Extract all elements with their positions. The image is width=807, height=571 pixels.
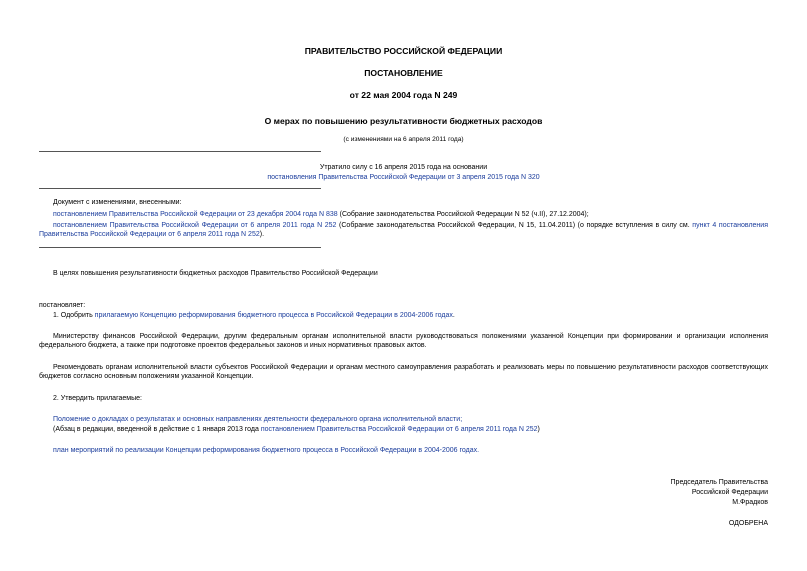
- approved-label: ОДОБРЕНА: [728, 520, 768, 527]
- paragraph-1-suffix: .: [452, 312, 455, 319]
- amendment-item-2: [39, 222, 768, 240]
- paragraph-minfin: Министерству финансов Российской Федерации, другим федеральным органам исполнительной власти руководствоваться положениями указанной Концепции при формировании и организации исполнения федерального бюджета, а также при подготовке проектов федеральных законов и иных нормативных правовых актов.: [39, 333, 768, 349]
- amendment-link-2[interactable]: постановлением Правительства Российской Федерации от 6 апреля 2011 года N 252: [53, 222, 337, 229]
- paragraph-2-item-1: [53, 416, 462, 425]
- amendment-tail-2: ).: [259, 230, 265, 238]
- paragraph-2-item-1-suffix: ;: [460, 416, 463, 423]
- decides-word: постановляет:: [39, 302, 86, 309]
- signatory-name: М.Фрадков: [732, 499, 768, 506]
- amendment-item-1: [53, 211, 589, 220]
- paragraph-2-item-2: [53, 447, 479, 456]
- paragraph-recommend: Рекомендовать органам исполнительной власти субъектов Российской Федерации и органам местного самоуправления разработать и реализовать меры по повышению результативности расходов соответствующих бюджетов согласно основным положениям указанной Концепции.: [39, 364, 768, 380]
- amendment-link-2-point4[interactable]: пункт 4 постановления Правительства Российской Федерации от 6 апреля 2011 года N 252: [39, 222, 768, 238]
- document-title: О мерах по повышению результативности бюджетных расходов: [264, 116, 543, 126]
- changes-note: (с изменениями на 6 апреля 2011 года): [343, 136, 464, 143]
- amendment-source-1: (Собрание законодательства Российской Федерации N 52 (ч.II), 27.12.2004);: [337, 211, 589, 218]
- separator-line: [39, 151, 321, 152]
- paragraph-2-item-2-suffix: .: [477, 447, 480, 454]
- document-type: ПОСТАНОВЛЕНИЕ: [364, 68, 443, 78]
- repeal-link[interactable]: постановления Правительства Российской Федерации от 3 апреля 2015 года N 320: [267, 174, 540, 181]
- preamble: В целях повышения результативности бюджетных расходов Правительство Российской Федерации: [53, 270, 378, 277]
- note-suffix: ): [537, 426, 540, 433]
- separator-line: [39, 247, 321, 248]
- paragraph-1-prefix: 1. Одобрить: [53, 312, 95, 319]
- signatory-position-2: Российской Федерации: [691, 489, 768, 496]
- note-link[interactable]: постановлением Правительства Российской Федерации от 6 апреля 2011 года N 252: [260, 426, 538, 433]
- paragraph-2-item-1-note: [53, 426, 540, 435]
- separator-line: [39, 188, 321, 189]
- note-prefix: (Абзац в редакции, введенной в действие с 1 января 2013 года: [53, 426, 261, 433]
- paragraph-2: 2. Утвердить прилагаемые:: [53, 395, 142, 402]
- amendment-link-1[interactable]: постановлением Правительства Российской Федерации от 23 декабря 2004 года N 838: [53, 211, 338, 218]
- action-plan-link[interactable]: план мероприятий по реализации Концепции реформирования бюджетного процесса в Российской Федерации в 2004-2006 годах: [53, 447, 478, 454]
- signatory-position-1: Председатель Правительства: [670, 479, 768, 486]
- paragraph-1: [53, 312, 455, 321]
- amendment-source-2: (Собрание законодательства Российской Федерации, N 15, 11.04.2011) (о порядке вступления в силу см.: [336, 222, 693, 229]
- reports-regulation-link[interactable]: Положение о докладах о результатах и основных направлениях деятельности федерального органа исполнительной власти: [53, 416, 461, 423]
- amendments-intro: Документ с изменениями, внесенными:: [53, 199, 182, 206]
- concept-link[interactable]: прилагаемую Концепцию реформирования бюджетного процесса в Российской Федерации в 2004-2006 годах: [94, 312, 453, 319]
- government-heading: ПРАВИТЕЛЬСТВО РОССИЙСКОЙ ФЕДЕРАЦИИ: [304, 46, 503, 56]
- document-date-number: от 22 мая 2004 года N 249: [349, 90, 458, 100]
- repeal-text: Утратило силу с 16 апреля 2015 года на основании: [319, 164, 488, 171]
